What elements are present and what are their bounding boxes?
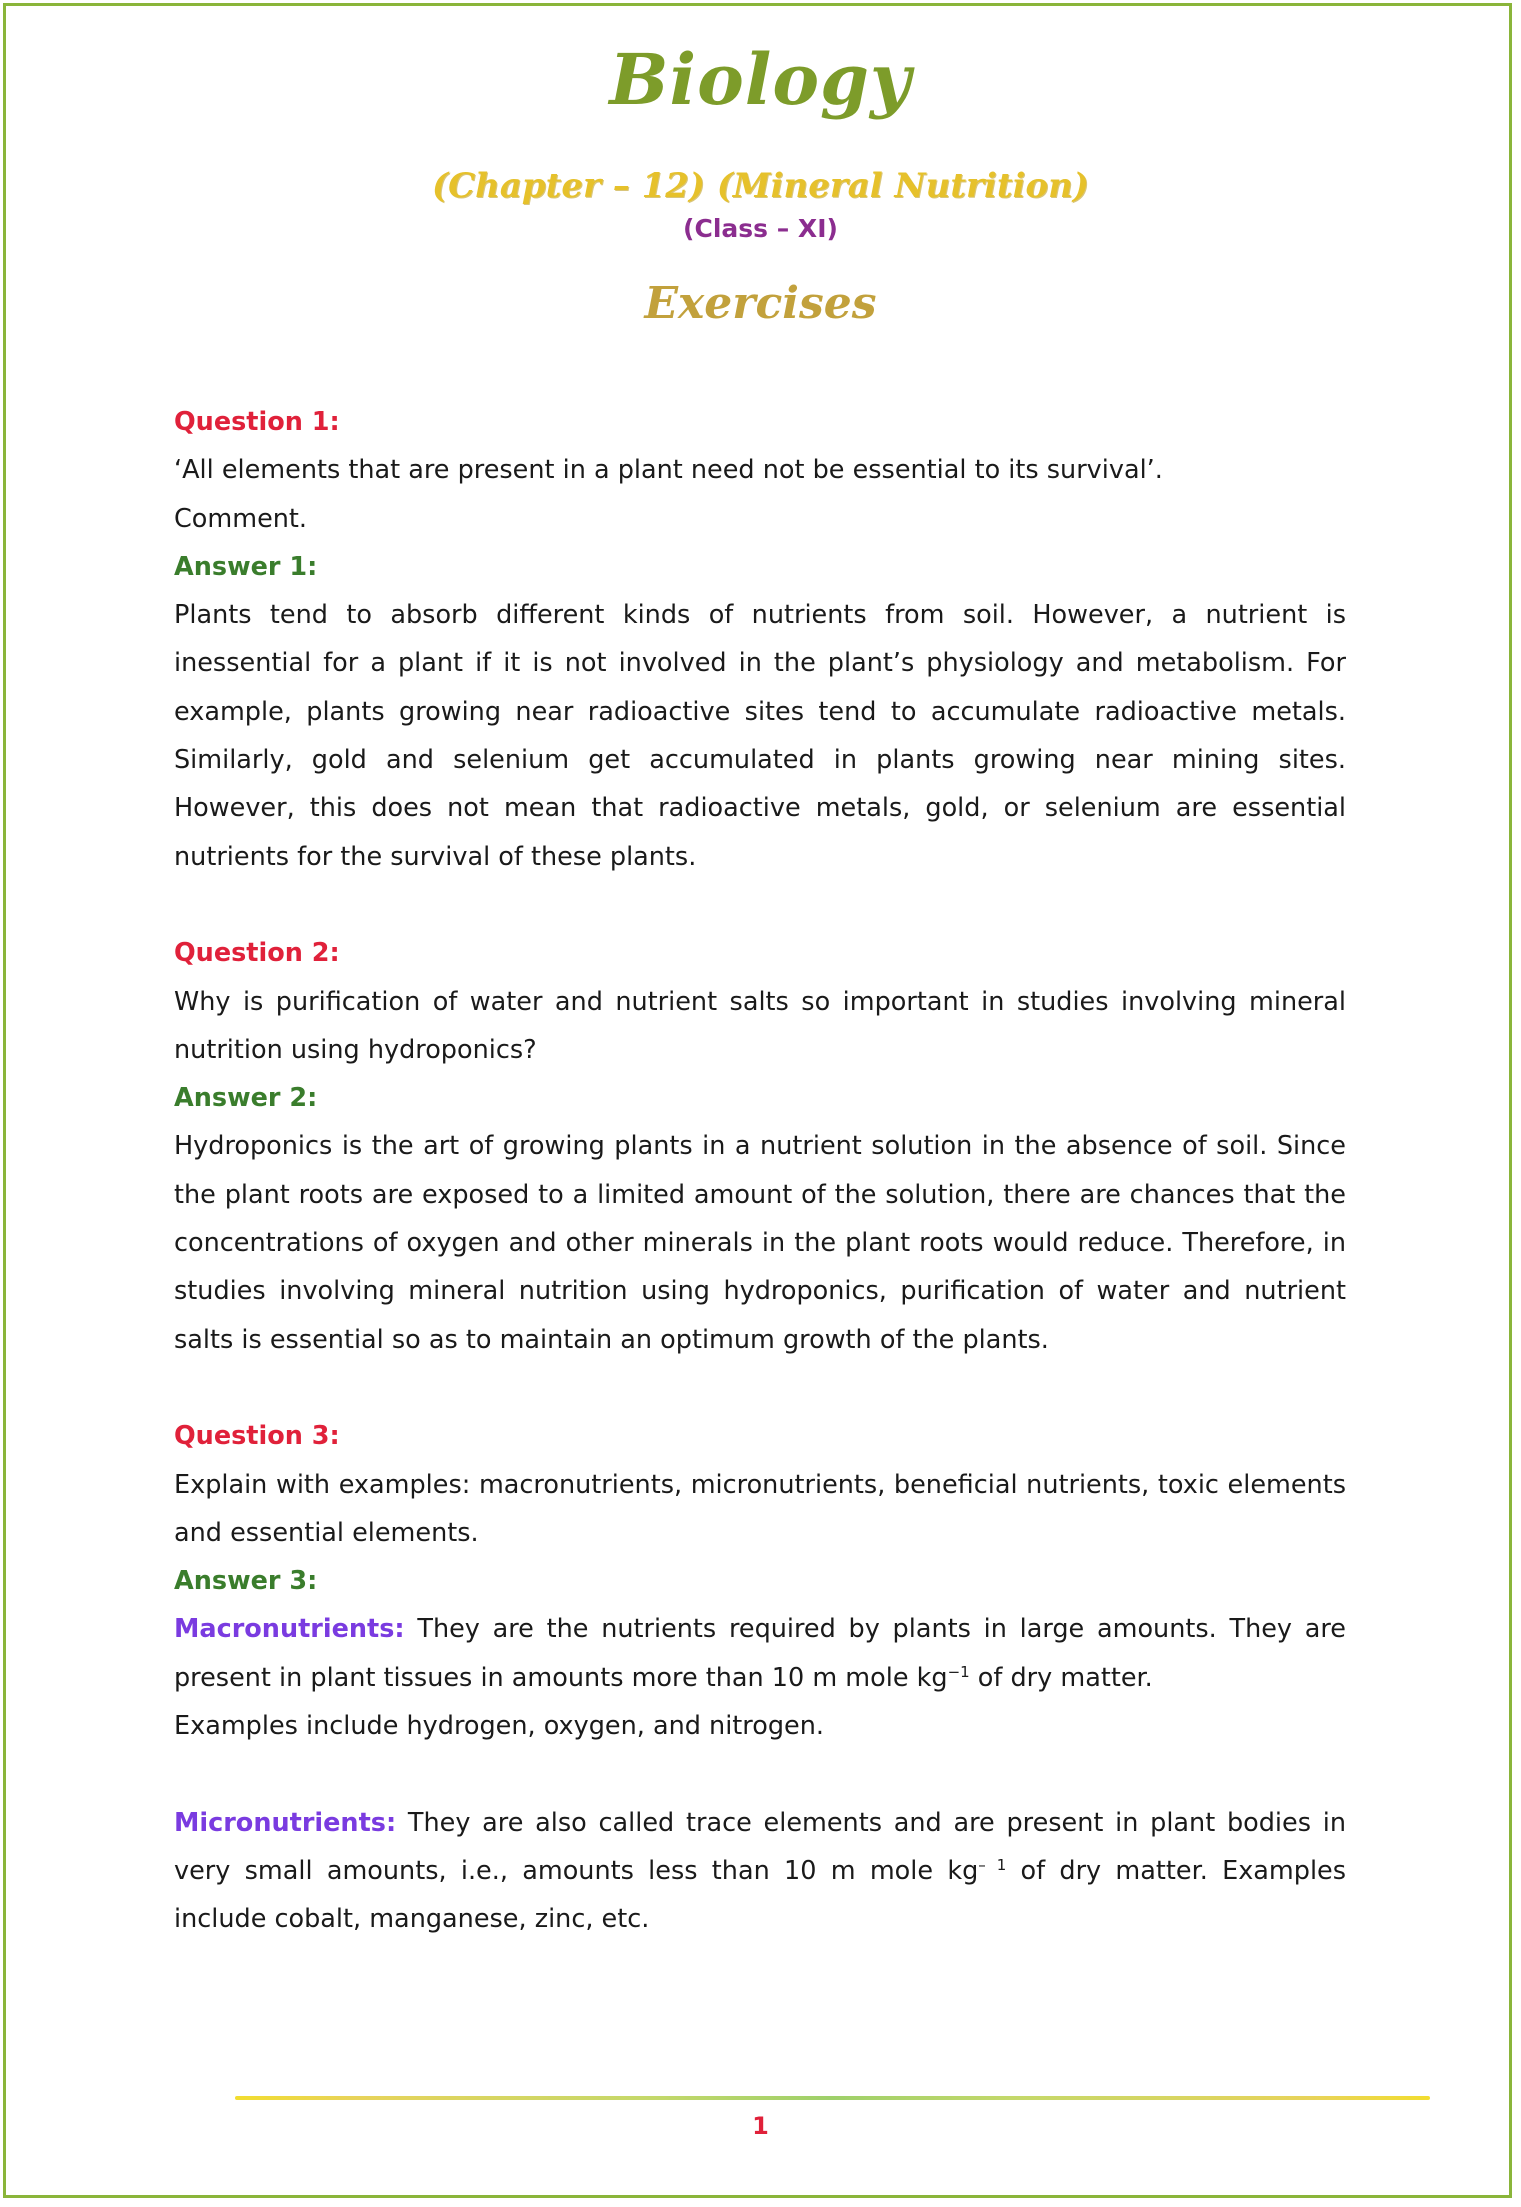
micronutrients-text-end: of dry matter. Examples include cobalt, manganese, zinc, etc. <box>174 1855 1347 1935</box>
class-heading: (Class – XI) <box>683 214 838 243</box>
macronutrients-text-end: of dry matter. <box>969 1662 1153 1693</box>
document-body <box>174 398 1346 1944</box>
question-3-text: Explain with examples: macronutrients, micronutrients, beneficial nutrients, toxic elements and essential elements. <box>174 1469 1346 1548</box>
question-1-text-cont: Comment. <box>174 503 308 534</box>
answer-2-label: Answer 2: <box>174 1083 318 1114</box>
page-number: 1 <box>752 2112 769 2140</box>
question-2-text: Why is purification of water and nutrient salts so important in studies involving mineral nutrition using hydroponics? <box>174 986 1346 1065</box>
question-1-text: ‘All elements that are present in a plant need not be essential to its survival’. <box>174 455 1163 486</box>
answer-1-label: Answer 1: <box>174 551 318 582</box>
macronutrients-paragraph <box>174 1605 1346 1702</box>
micronutrients-term: Micronutrients: <box>174 1807 397 1838</box>
answer-3-label: Answer 3: <box>174 1566 318 1597</box>
footer-divider <box>235 2096 1430 2100</box>
macronutrients-examples: Examples include hydrogen, oxygen, and nitrogen. <box>174 1711 824 1742</box>
answer-2-text: Hydroponics is the art of growing plants in a nutrient solution in the absence of soil. Since the plant roots are exposed to a limited amount of the solution, there are chances that the concentrations of oxygen and other minerals in the plant roots would reduce. Therefore, in studies involving mineral nutrition using hydroponics, purification of water and nutrient salts is essential so as to maintain an optimum growth of the plants. <box>174 1131 1346 1355</box>
document-title: Biology <box>609 38 912 121</box>
micronutrients-paragraph <box>174 1799 1346 1944</box>
question-3-label: Question 3: <box>174 1421 340 1452</box>
answer-1-text: Plants tend to absorb different kinds of nutrients from soil. However, a nutrient is inessential for a plant if it is not involved in the plant’s physiology and metabolism. For example, plants growing near radioactive sites tend to accumulate radioactive metals. Similarly, gold and selenium get accumulated in plants growing near mining sites. However, this does not mean that radioactive metals, gold, or selenium are essential nutrients for the survival of these plants. <box>174 600 1346 872</box>
macronutrients-term: Macronutrients: <box>174 1614 405 1645</box>
macronutrients-exponent: −1 <box>947 1662 970 1681</box>
micronutrients-exponent: – 1 <box>978 1855 1007 1874</box>
macronutrients-text: They are the nutrients required by plants in large amounts. They are present in plant tissues in amounts more than 10 m mole kg <box>174 1614 1346 1693</box>
section-heading: Exercises <box>644 278 877 329</box>
chapter-heading: (Chapter – 12) (Mineral Nutrition) <box>432 166 1089 206</box>
question-1-label: Question 1: <box>174 407 340 437</box>
question-2-label: Question 2: <box>174 938 340 969</box>
micronutrients-text: They are also called trace elements and are present in plant bodies in very small amounts, i.e., amounts less than 10 m mole kg <box>174 1807 1346 1886</box>
